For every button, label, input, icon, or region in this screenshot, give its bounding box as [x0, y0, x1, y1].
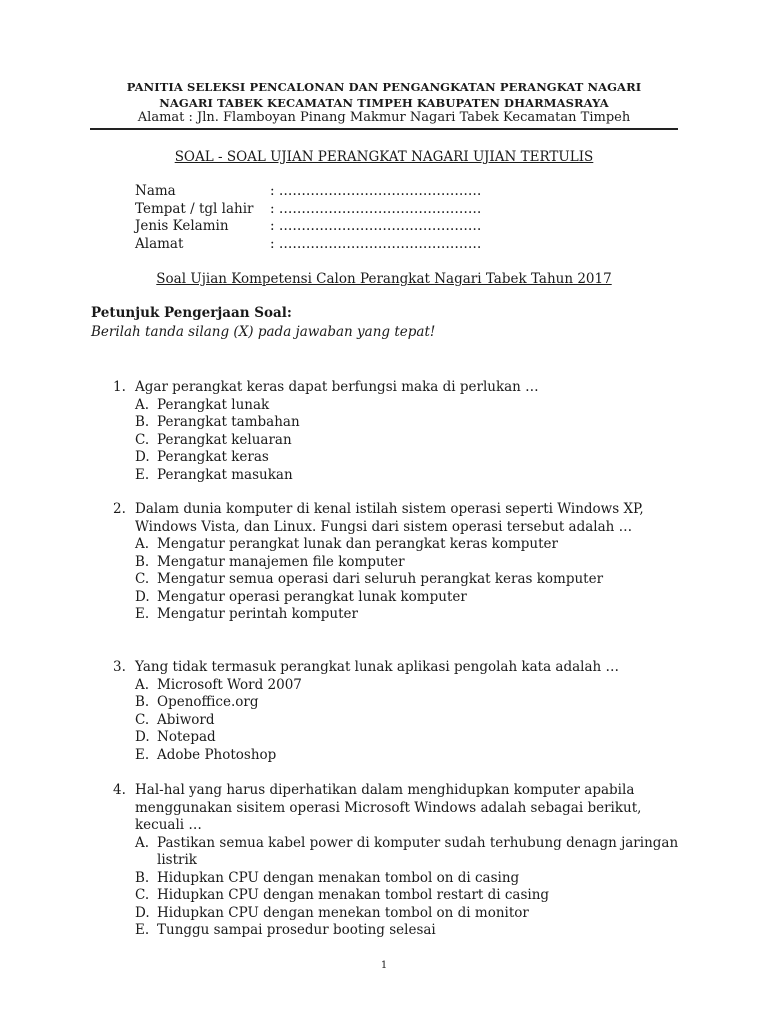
option-text: Openoffice.org — [157, 694, 259, 710]
option-letter: C. — [135, 431, 150, 448]
identity-label: Jenis Kelamin — [135, 218, 229, 234]
identity-form — [135, 183, 481, 253]
option-text: Hidupkan CPU dengan menakan tombol on di casing — [157, 869, 520, 886]
option-letter: C. — [135, 571, 150, 587]
question-number: 4. — [113, 782, 126, 798]
answer-option[interactable] — [113, 606, 683, 624]
question-text: Dalam dunia komputer di kenal istilah sistem operasi seperti Windows XP, Windows Vista, dan Linux. Fungsi dari sistem operasi tersebut adalah … — [135, 501, 644, 535]
header-divider — [90, 128, 678, 130]
nagari-heading: NAGARI TABEK KECAMATAN TIMPEH KABUPATEN DHARMASRAYA — [159, 96, 609, 110]
option-text: Mengatur manajemen file komputer — [157, 553, 405, 570]
option-letter: B. — [135, 414, 150, 430]
option-letter: D. — [135, 729, 150, 745]
option-text: Tunggu sampai prosedur booting selesai — [157, 922, 436, 938]
option-text: Perangkat masukan — [157, 466, 293, 483]
option-text: Notepad — [157, 729, 216, 745]
question-4 — [113, 782, 683, 940]
option-letter: E. — [135, 606, 150, 622]
option-letter: A. — [135, 536, 150, 552]
answer-option[interactable] — [113, 467, 683, 485]
identity-label: Tempat / tgl lahir — [135, 200, 254, 217]
option-letter: B. — [135, 553, 150, 570]
identity-label: Nama — [135, 183, 176, 199]
answer-option[interactable] — [113, 414, 683, 432]
answer-option[interactable] — [113, 712, 683, 730]
answer-option[interactable] — [113, 922, 683, 940]
answer-option[interactable] — [113, 870, 683, 888]
question-number: 2. — [113, 501, 126, 517]
answer-option[interactable] — [113, 554, 683, 572]
option-letter: B. — [135, 869, 150, 886]
answer-option[interactable] — [113, 905, 683, 923]
answer-option[interactable] — [113, 694, 683, 712]
answer-option[interactable] — [113, 835, 683, 870]
option-text: Pastikan semua kabel power di komputer sudah terhubung denagn jaringan listrik — [157, 834, 679, 868]
option-letter: D. — [135, 588, 150, 605]
option-text: Perangkat lunak — [157, 396, 270, 413]
question-1 — [113, 379, 683, 484]
option-letter: C. — [135, 711, 150, 728]
option-text: Hidupkan CPU dengan menekan tombol on di monitor — [157, 904, 529, 921]
option-letter: E. — [135, 466, 150, 483]
identity-fill: : ……………………………………… — [270, 200, 482, 217]
question-text: Hal-hal yang harus diperhatikan dalam menghidupkan komputer apabila menggunakan sisitem operasi Microsoft Windows adalah sebagai berikut, kecuali … — [135, 782, 642, 833]
option-letter: C. — [135, 887, 150, 903]
answer-option[interactable] — [113, 729, 683, 747]
question-2 — [113, 501, 683, 624]
instructions-heading: Petunjuk Pengerjaan Soal: — [91, 305, 292, 321]
option-text: Perangkat keras — [157, 449, 269, 465]
option-letter: D. — [135, 449, 150, 465]
option-letter: A. — [135, 834, 150, 851]
option-text: Abiword — [157, 711, 215, 728]
option-text: Microsoft Word 2007 — [157, 676, 302, 693]
answer-option[interactable] — [113, 397, 683, 415]
option-text: Mengatur perintah komputer — [157, 606, 358, 622]
answer-option[interactable] — [113, 747, 683, 765]
identity-label: Alamat — [135, 235, 184, 252]
option-text: Hidupkan CPU dengan menakan tombol restart di casing — [157, 887, 550, 903]
option-text: Mengatur perangkat lunak dan perangkat keras komputer — [157, 536, 558, 552]
committee-heading: PANITIA SELEKSI PENCALONAN DAN PENGANGKATAN PERANGKAT NAGARI — [126, 80, 642, 94]
instructions-body: Berilah tanda silang (X) pada jawaban yang tepat! — [91, 324, 436, 340]
answer-option[interactable] — [113, 571, 683, 589]
identity-fill: : ……………………………………… — [270, 183, 482, 199]
question-number: 3. — [113, 659, 126, 675]
question-3 — [113, 659, 683, 764]
option-text: Mengatur semua operasi dari seluruh perangkat keras komputer — [157, 571, 604, 587]
option-text: Mengatur operasi perangkat lunak komputer — [157, 588, 467, 605]
option-text: Perangkat keluaran — [157, 431, 292, 448]
identity-row-gender — [135, 218, 481, 236]
question-number: 1. — [113, 379, 126, 395]
address-line: Alamat : Jln. Flamboyan Pinang Makmur Nagari Tabek Kecamatan Timpeh — [137, 110, 631, 125]
exam-title: SOAL - SOAL UJIAN PERANGKAT NAGARI UJIAN TERTULIS — [174, 149, 594, 165]
option-letter: E. — [135, 922, 150, 938]
exam-subtitle: Soal Ujian Kompetensi Calon Perangkat Nagari Tabek Tahun 2017 — [156, 271, 612, 287]
option-letter: A. — [135, 396, 150, 413]
identity-row-address — [135, 236, 481, 254]
option-letter: A. — [135, 676, 150, 693]
answer-option[interactable] — [113, 536, 683, 554]
answer-option[interactable] — [113, 677, 683, 695]
answer-option[interactable] — [113, 589, 683, 607]
answer-option[interactable] — [113, 432, 683, 450]
option-text: Adobe Photoshop — [157, 746, 277, 763]
answer-option[interactable] — [113, 449, 683, 467]
option-letter: B. — [135, 694, 150, 710]
question-text: Agar perangkat keras dapat berfungsi maka di perlukan … — [135, 379, 539, 395]
identity-fill: : ……………………………………… — [270, 218, 482, 234]
option-letter: D. — [135, 904, 150, 921]
identity-row-nama — [135, 183, 481, 201]
identity-fill: : ……………………………………… — [270, 235, 482, 252]
identity-row-birth — [135, 201, 481, 219]
option-letter: E. — [135, 746, 150, 763]
page-number: 1 — [380, 960, 388, 971]
question-text: Yang tidak termasuk perangkat lunak aplikasi pengolah kata adalah … — [135, 659, 620, 675]
option-text: Perangkat tambahan — [157, 414, 300, 430]
answer-option[interactable] — [113, 887, 683, 905]
